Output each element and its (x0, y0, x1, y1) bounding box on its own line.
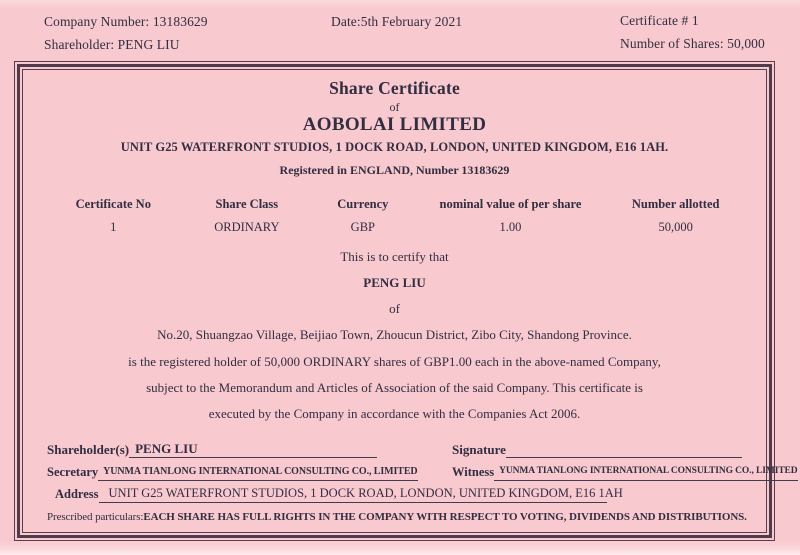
witness-label: Witness (452, 465, 495, 479)
prescribed-label: Prescribed particulars: (47, 511, 144, 523)
address-label: Address (55, 487, 99, 501)
holder-name: PENG LIU (363, 275, 426, 290)
shareholder-signature-row (47, 440, 746, 458)
holder-address: No.20, Shuangzao Village, Beijiao Town, Zhoucun District, Zibo City, Shandong Province. (157, 327, 632, 342)
share-table-value-row (43, 219, 746, 235)
date-line: Date:5th February 2021 (331, 14, 463, 29)
share-table-header-row (43, 196, 746, 212)
certificate-border-mid (17, 64, 798, 538)
secretary-witness-row (47, 463, 798, 481)
shareholder-signature-left (47, 440, 452, 458)
col-header-share-class: Share Class (215, 197, 279, 211)
value-number-allotted: 50,000 (658, 220, 693, 234)
body-line-3: executed by the Company in accordance with the Companies Act 2006. (208, 406, 581, 421)
certificate-number-line: Certificate # 1 (620, 13, 699, 28)
witness-value: YUNMA TIANLONG INTERNATIONAL CONSULTING CO., LIMITED (494, 463, 797, 481)
address-row (47, 485, 746, 503)
signature-blank-line (506, 441, 742, 458)
registered-line: Registered in ENGLAND, Number 13183629 (279, 163, 510, 177)
value-currency: GBP (350, 220, 375, 234)
value-share-class: ORDINARY (214, 220, 280, 234)
col-header-certificate-no: Certificate No (75, 197, 151, 211)
shareholders-label: Shareholder(s) (47, 442, 130, 457)
of-word: of (389, 100, 400, 114)
certificate-body (22, 69, 798, 533)
of-word-2: of (389, 301, 400, 316)
company-number-line: Company Number: 13183629 (44, 14, 208, 29)
address-value: UNIT G25 WATERFRONT STUDIOS, 1 DOCK ROAD, LONDON, UNITED KINGDOM, E16 1AH (99, 485, 607, 503)
body-line-1: is the registered holder of 50,000 ORDINARY shares of GBP1.00 each in the above-named Company, (128, 354, 661, 369)
prescribed-value: EACH SHARE HAS FULL RIGHTS IN THE COMPANY WITH RESPECT TO VOTING, DIVIDENDS AND DISTRIBUTIONS. (143, 511, 747, 523)
secretary-label: Secretary (47, 465, 99, 479)
signature-right (452, 441, 746, 458)
certify-line: This is to certify that (340, 249, 449, 264)
shareholder-name-value: PENG LIU (129, 440, 377, 458)
col-header-nominal-value: nominal value of per share (439, 197, 582, 211)
certificate-title: Share Certificate (329, 78, 460, 98)
prescribed-particulars-row (47, 509, 746, 526)
number-of-shares-line: Number of Shares: 50,000 (620, 36, 765, 51)
shareholder-line: Shareholder: PENG LIU (44, 37, 180, 52)
secretary-left (47, 463, 452, 481)
signature-label: Signature (452, 442, 506, 457)
col-header-number-allotted: Number allotted (631, 197, 720, 211)
body-line-2: subject to the Memorandum and Articles of Association of the said Company. This certificate is (146, 380, 643, 395)
secretary-value: YUNMA TIANLONG INTERNATIONAL CONSULTING CO., LIMITED (98, 463, 417, 481)
value-certificate-no: 1 (110, 220, 117, 234)
value-nominal-value: 1.00 (499, 220, 522, 234)
certificate-border (14, 61, 798, 541)
witness-right (452, 463, 798, 481)
company-name: AOBOLAI LIMITED (302, 114, 487, 135)
company-address: UNIT G25 WATERFRONT STUDIOS, 1 DOCK ROAD, LONDON, UNITED KINGDOM, E16 1AH. (120, 140, 669, 154)
col-header-currency: Currency (337, 197, 389, 211)
